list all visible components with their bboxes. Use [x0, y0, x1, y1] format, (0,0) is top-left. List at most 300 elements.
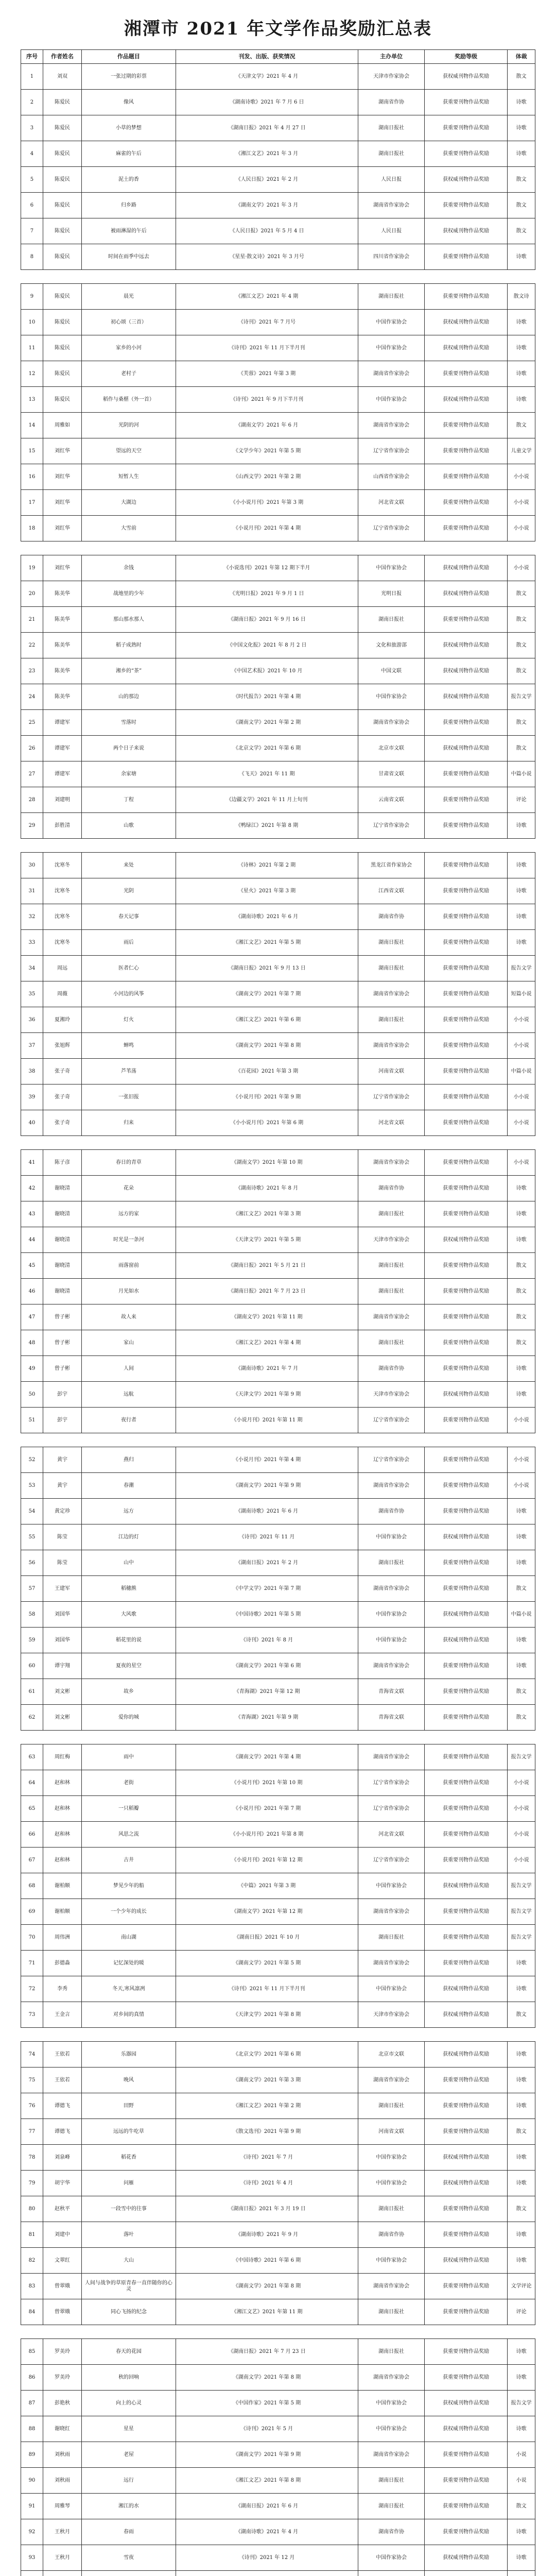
cell-award-level: 获重要刊物作品奖励 [425, 1705, 508, 1731]
cell-publication: 《小说月刊》2021 年第 4 期 [176, 516, 358, 541]
cell-work-title: 余家塘 [82, 761, 176, 787]
cell-publication: 《青海湖》2021 年第 9 期 [176, 1705, 358, 1731]
cell-index: 28 [21, 787, 43, 813]
cell-author: 谭宇翔 [43, 1653, 81, 1679]
cell-award-level: 获重要刊物作品奖励 [425, 2222, 508, 2248]
cell-work-title: 夏夜的星空 [82, 1653, 176, 1679]
cell-publication: 《湘江文艺》2021 年第 6 期 [176, 1007, 358, 1033]
cell-award-level: 获重要刊物作品奖励 [425, 1447, 508, 1473]
awards-table [21, 49, 535, 2576]
cell-author: 刘红华 [43, 490, 81, 516]
cell-organizer: 湖南日报社 [358, 1201, 425, 1227]
cell-organizer: 中国作家协会 [358, 2416, 425, 2442]
cell-award-level: 获重要刊物作品奖励 [425, 1822, 508, 1848]
cell-genre: 诗歌 [508, 2545, 535, 2571]
table-row [21, 1550, 535, 1576]
cell-author: 张子奇 [43, 1059, 81, 1084]
cell-author: 谢晓清 [43, 1253, 81, 1279]
cell-index: 49 [21, 1356, 43, 1382]
cell-publication [176, 2571, 358, 2576]
cell-organizer: 天津市作家协会 [358, 1227, 425, 1253]
cell-author: 曾翠娥 [43, 2274, 81, 2299]
table-row [21, 853, 535, 878]
cell-organizer: 中国作家协会 [358, 1602, 425, 1628]
table-row [21, 64, 535, 90]
cell-work-title: 丁程 [82, 787, 176, 813]
cell-genre: 报告文学 [508, 2391, 535, 2416]
cell-award-level: 获重要刊物作品奖励 [425, 1084, 508, 1110]
cell-award-level: 获重要刊物作品奖励 [425, 1304, 508, 1330]
cell-index: 37 [21, 1033, 43, 1059]
cell-award-level: 获权威刊物作品奖励 [425, 2391, 508, 2416]
cell-publication: 《小说月刊》2021 年第 9 期 [176, 1084, 358, 1110]
cell-author [43, 2571, 81, 2576]
cell-author: 彭德淼 [43, 1951, 81, 1976]
table-row [21, 1873, 535, 1899]
cell-work-title: 稻花里的说 [82, 1628, 176, 1653]
table-row [21, 1679, 535, 1705]
cell-publication: 《诗刊》2021 年 8 月 [176, 1628, 358, 1653]
separator-cell [21, 1433, 535, 1447]
cell-author: 周雅如 [43, 413, 81, 438]
cell-index: 43 [21, 1201, 43, 1227]
cell-index: 78 [21, 2145, 43, 2171]
cell-index: 14 [21, 413, 43, 438]
cell-publication: 《芙蓉》2021 年第 3 期 [176, 361, 358, 387]
cell-genre: 小说 [508, 2442, 535, 2468]
cell-genre: 诗歌 [508, 310, 535, 335]
cell-work-title: 稻花香 [82, 2145, 176, 2171]
table-row [21, 1524, 535, 1550]
table-row [21, 2196, 535, 2222]
cell-genre: 诗歌 [508, 1653, 535, 1679]
cell-organizer: 青海省文联 [358, 1679, 425, 1705]
cell-index: 12 [21, 361, 43, 387]
cell-genre: 诗歌 [508, 878, 535, 904]
table-row [21, 2093, 535, 2119]
cell-organizer: 湖南省作家协会 [358, 1951, 425, 1976]
header-award-level: 奖励等级 [425, 50, 508, 64]
cell-award-level: 获重要刊物作品奖励 [425, 361, 508, 387]
cell-work-title: 雨中 [82, 1744, 176, 1770]
cell-organizer: 湖南日报社 [358, 141, 425, 167]
cell-work-title: 老街 [82, 1770, 176, 1796]
cell-author: 陈爱民 [43, 335, 81, 361]
cell-publication: 《湖南诗歌》2021 年 6 月 [176, 1499, 358, 1524]
cell-publication: 《中国作家》2021 年第 5 期 [176, 2391, 358, 2416]
cell-work-title: 稻穗熊 [82, 1576, 176, 1602]
cell-organizer: 中国作家协会 [358, 2545, 425, 2571]
cell-award-level: 获重要刊物作品奖励 [425, 193, 508, 218]
cell-organizer: 湖南省作家协会 [358, 1576, 425, 1602]
cell-genre: 散文 [508, 1705, 535, 1731]
cell-award-level: 获权威刊物作品奖励 [425, 2545, 508, 2571]
table-row [21, 1279, 535, 1304]
cell-index: 60 [21, 1653, 43, 1679]
cell-genre: 报告文学 [508, 1925, 535, 1951]
table-row [21, 141, 535, 167]
table-row [21, 1304, 535, 1330]
cell-genre: 散文 [508, 1304, 535, 1330]
cell-author: 黄定珍 [43, 1499, 81, 1524]
cell-organizer: 湖南日报社 [358, 2468, 425, 2494]
cell-author: 陈爱民 [43, 193, 81, 218]
cell-publication: 《小说月刊》2021 年第 10 期 [176, 1770, 358, 1796]
cell-award-level: 获重要刊物作品奖励 [425, 761, 508, 787]
cell-award-level: 获重要刊物作品奖励 [425, 2365, 508, 2391]
cell-genre: 文学评论 [508, 2274, 535, 2299]
cell-author: 彭艳秋 [43, 2391, 81, 2416]
cell-publication: 《人民日报》2021 年 5 月 4 日 [176, 218, 358, 244]
cell-publication: 《湖南日报》2021 年 7 月 23 日 [176, 2339, 358, 2365]
cell-publication: 《小说选刊》2021 年第 12 期下半月 [176, 555, 358, 581]
cell-work-title: 田野 [82, 2093, 176, 2119]
cell-award-level: 获重要刊物作品奖励 [425, 413, 508, 438]
cell-author: 刘泉峰 [43, 2145, 81, 2171]
table-row [21, 1227, 535, 1253]
cell-genre: 评论 [508, 2299, 535, 2325]
table-row [21, 1976, 535, 2002]
cell-award-level: 获重要刊物作品奖励 [425, 607, 508, 633]
cell-author: 谭建军 [43, 761, 81, 787]
group-separator [21, 1136, 535, 1150]
cell-award-level: 获重要刊物作品奖励 [425, 2339, 508, 2365]
cell-award-level: 获权威刊物作品奖励 [425, 684, 508, 710]
table-row [21, 2248, 535, 2274]
cell-publication: 《湖南日报》2021 年 2 月 [176, 1550, 358, 1576]
cell-organizer: 湖南省作家协会 [358, 1899, 425, 1925]
cell-publication: 《湖南文学》2021 年第 9 期 [176, 1473, 358, 1499]
table-row [21, 1925, 535, 1951]
cell-work-title: 一段雪中的往事 [82, 2196, 176, 2222]
group-separator [21, 541, 535, 555]
table-row [21, 2442, 535, 2468]
cell-publication: 《湖南文学》2021 年第 7 期 [176, 981, 358, 1007]
cell-publication: 《诗刊》2021 年 11 月下半月刊 [176, 1976, 358, 2002]
table-row [21, 1602, 535, 1628]
cell-publication: 《湖南诗歌》2021 年 8 月 [176, 1176, 358, 1201]
cell-work-title: 一个少年的成长 [82, 1899, 176, 1925]
cell-publication: 《湖南文学》2021 年第 8 期 [176, 2365, 358, 2391]
cell-organizer: 河南省文联 [358, 2119, 425, 2145]
cell-work-title: 夜行者 [82, 1408, 176, 1433]
cell-genre: 散文 [508, 581, 535, 607]
cell-organizer: 辽宁省作家协会 [358, 1848, 425, 1873]
table-row [21, 310, 535, 335]
cell-index: 50 [21, 1382, 43, 1408]
cell-author: 谢晓红 [43, 2416, 81, 2442]
cell-author: 周伟洲 [43, 1925, 81, 1951]
cell-author: 陈美华 [43, 633, 81, 658]
cell-genre: 诗歌 [508, 1524, 535, 1550]
cell-work-title [82, 2571, 176, 2576]
cell-award-level: 获权威刊物作品奖励 [425, 1227, 508, 1253]
cell-index: 2 [21, 90, 43, 115]
group-separator [21, 1433, 535, 1447]
cell-genre: 诗歌 [508, 1201, 535, 1227]
cell-award-level: 获重要刊物作品奖励 [425, 2093, 508, 2119]
cell-author: 赵秋平 [43, 2196, 81, 2222]
cell-author: 赵和林 [43, 1796, 81, 1822]
cell-work-title: 大雪前 [82, 516, 176, 541]
separator-cell [21, 2325, 535, 2339]
cell-author: 陈爱民 [43, 115, 81, 141]
cell-work-title: 春日的青草 [82, 1150, 176, 1176]
table-row [21, 2119, 535, 2145]
table-row [21, 1150, 535, 1176]
cell-index: 11 [21, 335, 43, 361]
cell-work-title: 远方 [82, 1499, 176, 1524]
cell-award-level: 获重要刊物作品奖励 [425, 2299, 508, 2325]
cell-genre: 诗歌 [508, 244, 535, 270]
cell-index: 67 [21, 1848, 43, 1873]
cell-index: 5 [21, 167, 43, 193]
cell-author: 夏湘玲 [43, 1007, 81, 1033]
cell-index: 23 [21, 658, 43, 684]
table-row [21, 1653, 535, 1679]
cell-publication: 《诗刊》2021 年 5 月 [176, 2416, 358, 2442]
cell-genre: 诗歌 [508, 813, 535, 839]
cell-publication: 《湖南日报》2021 年 6 月 [176, 2494, 358, 2519]
cell-author: 刘国华 [43, 1628, 81, 1653]
cell-work-title: 乐器园 [82, 2042, 176, 2067]
table-row [21, 2519, 535, 2545]
cell-author: 彭宇 [43, 1408, 81, 1433]
cell-publication: 《湖南日报》2021 年 3 月 19 日 [176, 2196, 358, 2222]
cell-author: 陈美华 [43, 581, 81, 607]
cell-index: 36 [21, 1007, 43, 1033]
cell-publication: 《小说月刊》2021 年第 12 期 [176, 1848, 358, 1873]
cell-award-level: 获重要刊物作品奖励 [425, 1356, 508, 1382]
cell-publication: 《湘江文艺》2021 年第 5 期 [176, 930, 358, 956]
cell-genre: 诗歌 [508, 1227, 535, 1253]
table-row [21, 244, 535, 270]
table-row [21, 2299, 535, 2325]
cell-organizer: 湖南日报社 [358, 1550, 425, 1576]
cell-genre: 散文诗 [508, 284, 535, 310]
cell-index: 88 [21, 2416, 43, 2442]
cell-genre: 中篇小说 [508, 1602, 535, 1628]
cell-award-level: 获重要刊物作品奖励 [425, 1330, 508, 1356]
cell-organizer: 辽宁省作家协会 [358, 438, 425, 464]
cell-publication: 《湘江文艺》2021 年第 3 期 [176, 1201, 358, 1227]
cell-author: 张子奇 [43, 1084, 81, 1110]
cell-organizer: 湖南省作协 [358, 1356, 425, 1382]
cell-index: 58 [21, 1602, 43, 1628]
table-row [21, 1408, 535, 1433]
cell-publication: 《湖南文学》2021 年第 5 期 [176, 1951, 358, 1976]
cell-index: 38 [21, 1059, 43, 1084]
cell-author: 谭德飞 [43, 2119, 81, 2145]
cell-genre: 评论 [508, 787, 535, 813]
cell-work-title: 一张旧报 [82, 1084, 176, 1110]
cell-genre: 散文 [508, 1330, 535, 1356]
cell-index: 71 [21, 1951, 43, 1976]
cell-author: 曾翠娥 [43, 2299, 81, 2325]
cell-award-level: 获重要刊物作品奖励 [425, 930, 508, 956]
cell-genre [508, 2571, 535, 2576]
cell-award-level: 获重要刊物作品奖励 [425, 1033, 508, 1059]
cell-author: 沈寒冬 [43, 904, 81, 930]
table-row [21, 1110, 535, 1136]
cell-publication: 《人民日报》2021 年 2 月 [176, 167, 358, 193]
cell-work-title: 那山那水那人 [82, 607, 176, 633]
table-row [21, 658, 535, 684]
cell-publication: 《小小说月刊》2021 年第 8 期 [176, 1822, 358, 1848]
cell-award-level: 获重要刊物作品奖励 [425, 1201, 508, 1227]
cell-genre: 诗歌 [508, 2067, 535, 2093]
cell-award-level: 获重要刊物作品奖励 [425, 710, 508, 736]
cell-organizer: 湖南省作协 [358, 904, 425, 930]
cell-index: 72 [21, 1976, 43, 2002]
cell-award-level: 获权威刊物作品奖励 [425, 2042, 508, 2067]
table-row [21, 284, 535, 310]
cell-award-level: 获重要刊物作品奖励 [425, 1253, 508, 1279]
cell-index: 13 [21, 387, 43, 413]
cell-genre: 散文 [508, 710, 535, 736]
cell-organizer: 辽宁省作家协会 [358, 813, 425, 839]
cell-publication: 《湖南文学》2021 年第 3 期 [176, 2067, 358, 2093]
cell-publication: 《山西文学》2021 年第 2 期 [176, 464, 358, 490]
cell-work-title: 人间与战争的草原青春一直伴随你的心灵 [82, 2274, 176, 2299]
cell-award-level: 获重要刊物作品奖励 [425, 1951, 508, 1976]
cell-publication: 《小说月刊》2021 年第 7 期 [176, 1796, 358, 1822]
cell-author: 刘红华 [43, 555, 81, 581]
cell-award-level: 获权威刊物作品奖励 [425, 2145, 508, 2171]
cell-genre: 小小说 [508, 1084, 535, 1110]
cell-index: 15 [21, 438, 43, 464]
cell-organizer: 云南省文联 [358, 787, 425, 813]
cell-organizer: 江西省文联 [358, 878, 425, 904]
cell-genre: 儿童文学 [508, 438, 535, 464]
cell-work-title: 山的那边 [82, 684, 176, 710]
cell-author: 谢晓清 [43, 1279, 81, 1304]
cell-index: 70 [21, 1925, 43, 1951]
cell-genre: 散文 [508, 2494, 535, 2519]
cell-award-level: 获重要刊物作品奖励 [425, 2119, 508, 2145]
cell-work-title: 光阴 [82, 878, 176, 904]
cell-genre: 短篇小说 [508, 981, 535, 1007]
cell-organizer: 湖南日报社 [358, 1253, 425, 1279]
header-publication: 刊发、出版、获奖情况 [176, 50, 358, 64]
table-row [21, 387, 535, 413]
cell-award-level: 获重要刊物作品奖励 [425, 1408, 508, 1433]
cell-genre: 诗歌 [508, 2248, 535, 2274]
cell-award-level: 获重要刊物作品奖励 [425, 490, 508, 516]
cell-index: 73 [21, 2002, 43, 2028]
cell-organizer: 湖南日报社 [358, 1330, 425, 1356]
cell-genre: 散文 [508, 218, 535, 244]
cell-organizer: 天津市作家协会 [358, 64, 425, 90]
cell-author: 谭建军 [43, 736, 81, 761]
cell-genre: 诗歌 [508, 904, 535, 930]
table-row [21, 1356, 535, 1382]
cell-work-title: 芦苇荡 [82, 1059, 176, 1084]
cell-index: 19 [21, 555, 43, 581]
cell-author: 王秋月 [43, 2519, 81, 2545]
cell-index: 34 [21, 956, 43, 981]
header-organizer: 主办单位 [358, 50, 425, 64]
header-author: 作者姓名 [43, 50, 81, 64]
cell-organizer: 湖南日报社 [358, 1007, 425, 1033]
cell-index: 59 [21, 1628, 43, 1653]
cell-author: 曾子彬 [43, 1330, 81, 1356]
cell-work-title: 风思之流 [82, 1822, 176, 1848]
table-row [21, 813, 535, 839]
cell-author: 谢柏顺 [43, 1873, 81, 1899]
cell-author: 胡宇华 [43, 2171, 81, 2196]
cell-genre: 小说 [508, 2468, 535, 2494]
cell-author: 刘文彬 [43, 1705, 81, 1731]
cell-work-title: 向上的心灵 [82, 2391, 176, 2416]
cell-organizer: 湖南省作协 [358, 1176, 425, 1201]
cell-organizer: 中国作家协会 [358, 387, 425, 413]
table-row [21, 684, 535, 710]
cell-organizer: 黑龙江省作家协会 [358, 853, 425, 878]
cell-publication: 《边疆文学》2021 年 11 月上旬刊 [176, 787, 358, 813]
cell-author: 陈美华 [43, 658, 81, 684]
cell-organizer: 中国作家协会 [358, 1873, 425, 1899]
separator-cell [21, 270, 535, 284]
table-row [21, 1473, 535, 1499]
cell-work-title: 家乡的小河 [82, 335, 176, 361]
cell-genre: 散文 [508, 1679, 535, 1705]
table-row [21, 2571, 535, 2576]
cell-index: 33 [21, 930, 43, 956]
cell-publication: 《湘江文艺》2021 年第 11 期 [176, 2299, 358, 2325]
cell-award-level: 获重要刊物作品奖励 [425, 2442, 508, 2468]
header-row [21, 50, 535, 64]
table-row [21, 633, 535, 658]
cell-index: 6 [21, 193, 43, 218]
cell-organizer [358, 2571, 425, 2576]
cell-organizer: 中国作家协会 [358, 2171, 425, 2196]
table-row [21, 930, 535, 956]
table-row [21, 1330, 535, 1356]
cell-index: 93 [21, 2545, 43, 2571]
cell-author: 彭宇 [43, 1382, 81, 1408]
table-row [21, 1822, 535, 1848]
cell-award-level: 获重要刊物作品奖励 [425, 1744, 508, 1770]
cell-index [21, 2571, 43, 2576]
cell-author: 沈寒冬 [43, 853, 81, 878]
cell-author: 谢柏顺 [43, 1899, 81, 1925]
cell-index: 16 [21, 464, 43, 490]
cell-publication: 《小小说月刊》2021 年第 3 期 [176, 490, 358, 516]
cell-genre: 散文 [508, 736, 535, 761]
cell-index: 51 [21, 1408, 43, 1433]
cell-genre: 小小说 [508, 1007, 535, 1033]
cell-award-level: 获重要刊物作品奖励 [425, 244, 508, 270]
cell-author: 刘红华 [43, 516, 81, 541]
cell-award-level: 获重要刊物作品奖励 [425, 1848, 508, 1873]
cell-award-level: 获重要刊物作品奖励 [425, 904, 508, 930]
cell-genre: 诗歌 [508, 2171, 535, 2196]
cell-author: 陈爱民 [43, 218, 81, 244]
cell-genre: 小小说 [508, 1473, 535, 1499]
cell-award-level: 获重要刊物作品奖励 [425, 115, 508, 141]
cell-index: 61 [21, 1679, 43, 1705]
cell-author: 谢晓清 [43, 1227, 81, 1253]
cell-work-title: 燕归 [82, 1447, 176, 1473]
cell-publication: 《湖南文学》2021 年 6 月 [176, 413, 358, 438]
cell-genre: 中篇小说 [508, 761, 535, 787]
cell-work-title: 远行 [82, 2468, 176, 2494]
cell-work-title: 老村子 [82, 361, 176, 387]
cell-award-level: 获权威刊物作品奖励 [425, 387, 508, 413]
cell-author: 谭德飞 [43, 2093, 81, 2119]
cell-index: 53 [21, 1473, 43, 1499]
